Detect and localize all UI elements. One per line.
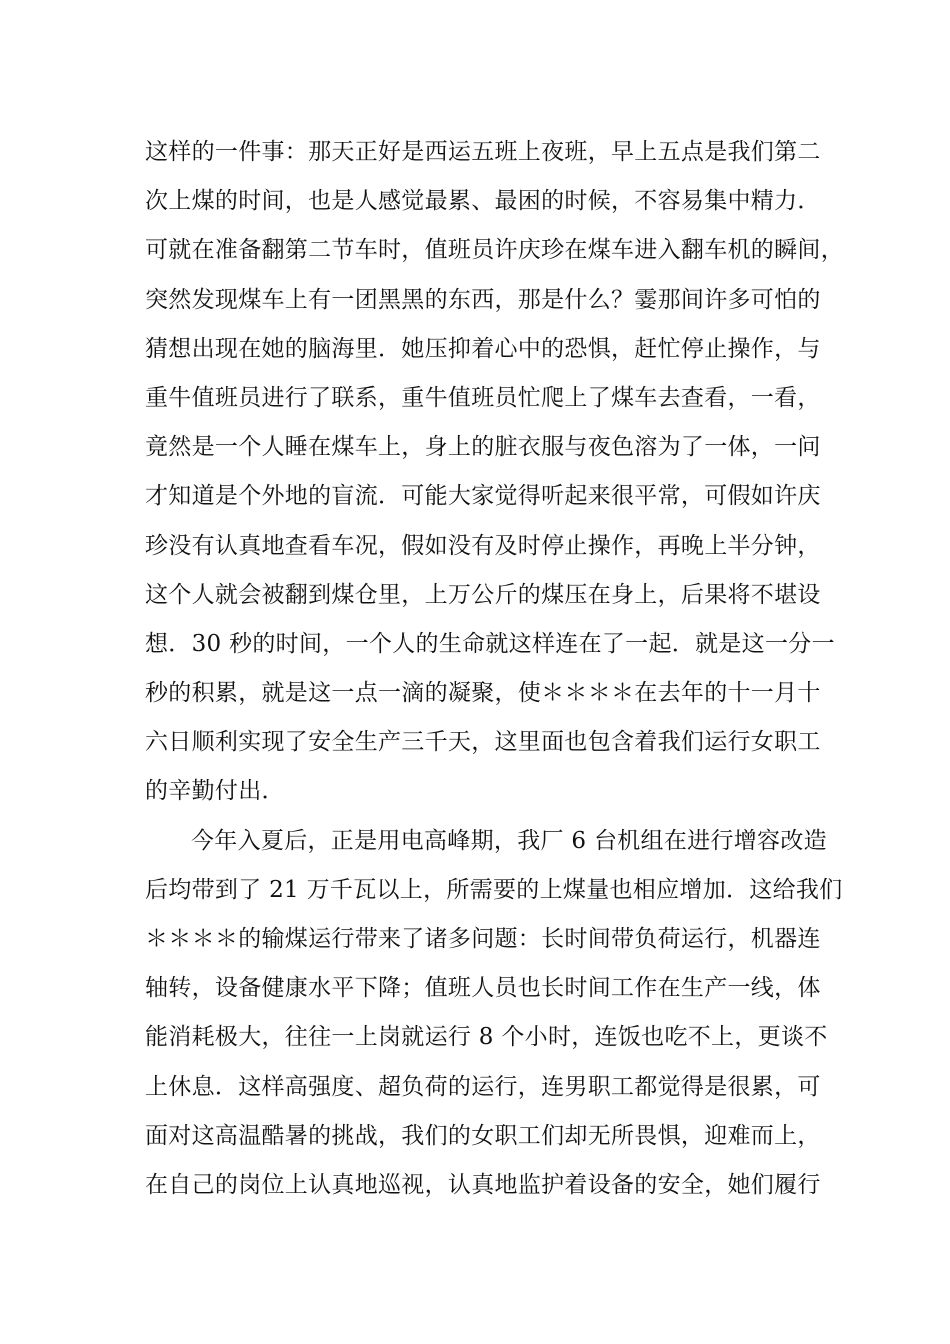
- paragraph-line: 才知道是个外地的盲流．可能大家觉得听起来很平常，可假如许庆: [145, 483, 821, 510]
- paragraph-line: 突然发现煤车上有一团黑黑的东西，那是什么？霎那间许多可怕的: [145, 286, 821, 313]
- paragraph-line: 今年入夏后，正是用电高峰期，我厂 6 台机组在进行增容改造: [191, 827, 827, 854]
- paragraph-line: 上休息．这样高强度、超负荷的运行，连男职工都觉得是很累，可: [145, 1073, 821, 1100]
- paragraph-line: 想．30 秒的时间，一个人的生命就这样连在了一起．就是这一分一: [145, 630, 835, 657]
- paragraph-line: 后均带到了 21 万千瓦以上，所需要的上煤量也相应增加．这给我们: [145, 876, 843, 903]
- paragraph-line: 轴转，设备健康水平下降；值班人员也长时间工作在生产一线，体: [145, 975, 821, 1002]
- document-body: [145, 128, 844, 1210]
- paragraph-1: [145, 128, 844, 817]
- paragraph-line: ＊＊＊＊的输煤运行带来了诸多问题：长时间带负荷运行，机器连: [145, 926, 821, 952]
- paragraph-line: 重牛值班员进行了联系，重牛值班员忙爬上了煤车去查看，一看，: [145, 384, 821, 411]
- paragraph-line: 这个人就会被翻到煤仓里，上万公斤的煤压在身上，后果将不堪设: [145, 581, 821, 608]
- paragraph-line: 在自己的岗位上认真地巡视，认真地监护着设备的安全，她们履行: [145, 1171, 821, 1198]
- paragraph-line: 的辛勤付出．: [145, 778, 285, 805]
- paragraph-line: 竟然是一个人睡在煤车上，身上的脏衣服与夜色溶为了一体，一问: [145, 434, 821, 461]
- paragraph-line: 秒的积累，就是这一点一滴的凝聚，使＊＊＊＊在去年的十一月十: [145, 680, 821, 707]
- paragraph-line: 这样的一件事：那天正好是西运五班上夜班，早上五点是我们第二: [145, 139, 821, 165]
- paragraph-line: 可就在准备翻第二节车时，值班员许庆珍在煤车进入翻车机的瞬间，: [145, 237, 844, 264]
- paragraph-line: 六日顺利实现了安全生产三千天，这里面也包含着我们运行女职工: [145, 729, 821, 756]
- paragraph-line: 面对这高温酷暑的挑战，我们的女职工们却无所畏惧，迎难而上，: [145, 1122, 821, 1149]
- paragraph-line: 能消耗极大，往往一上岗就运行 8 个小时，连饭也吃不上，更谈不: [145, 1024, 828, 1051]
- paragraph-line: 珍没有认真地查看车况，假如没有及时停止操作，再晚上半分钟，: [145, 532, 821, 559]
- paragraph-2: [145, 817, 843, 1211]
- paragraph-line: 次上煤的时间，也是人感觉最累、最困的时候，不容易集中精力．: [145, 188, 821, 215]
- paragraph-line: 猜想出现在她的脑海里．她压抑着心中的恐惧，赶忙停止操作，与: [145, 335, 821, 362]
